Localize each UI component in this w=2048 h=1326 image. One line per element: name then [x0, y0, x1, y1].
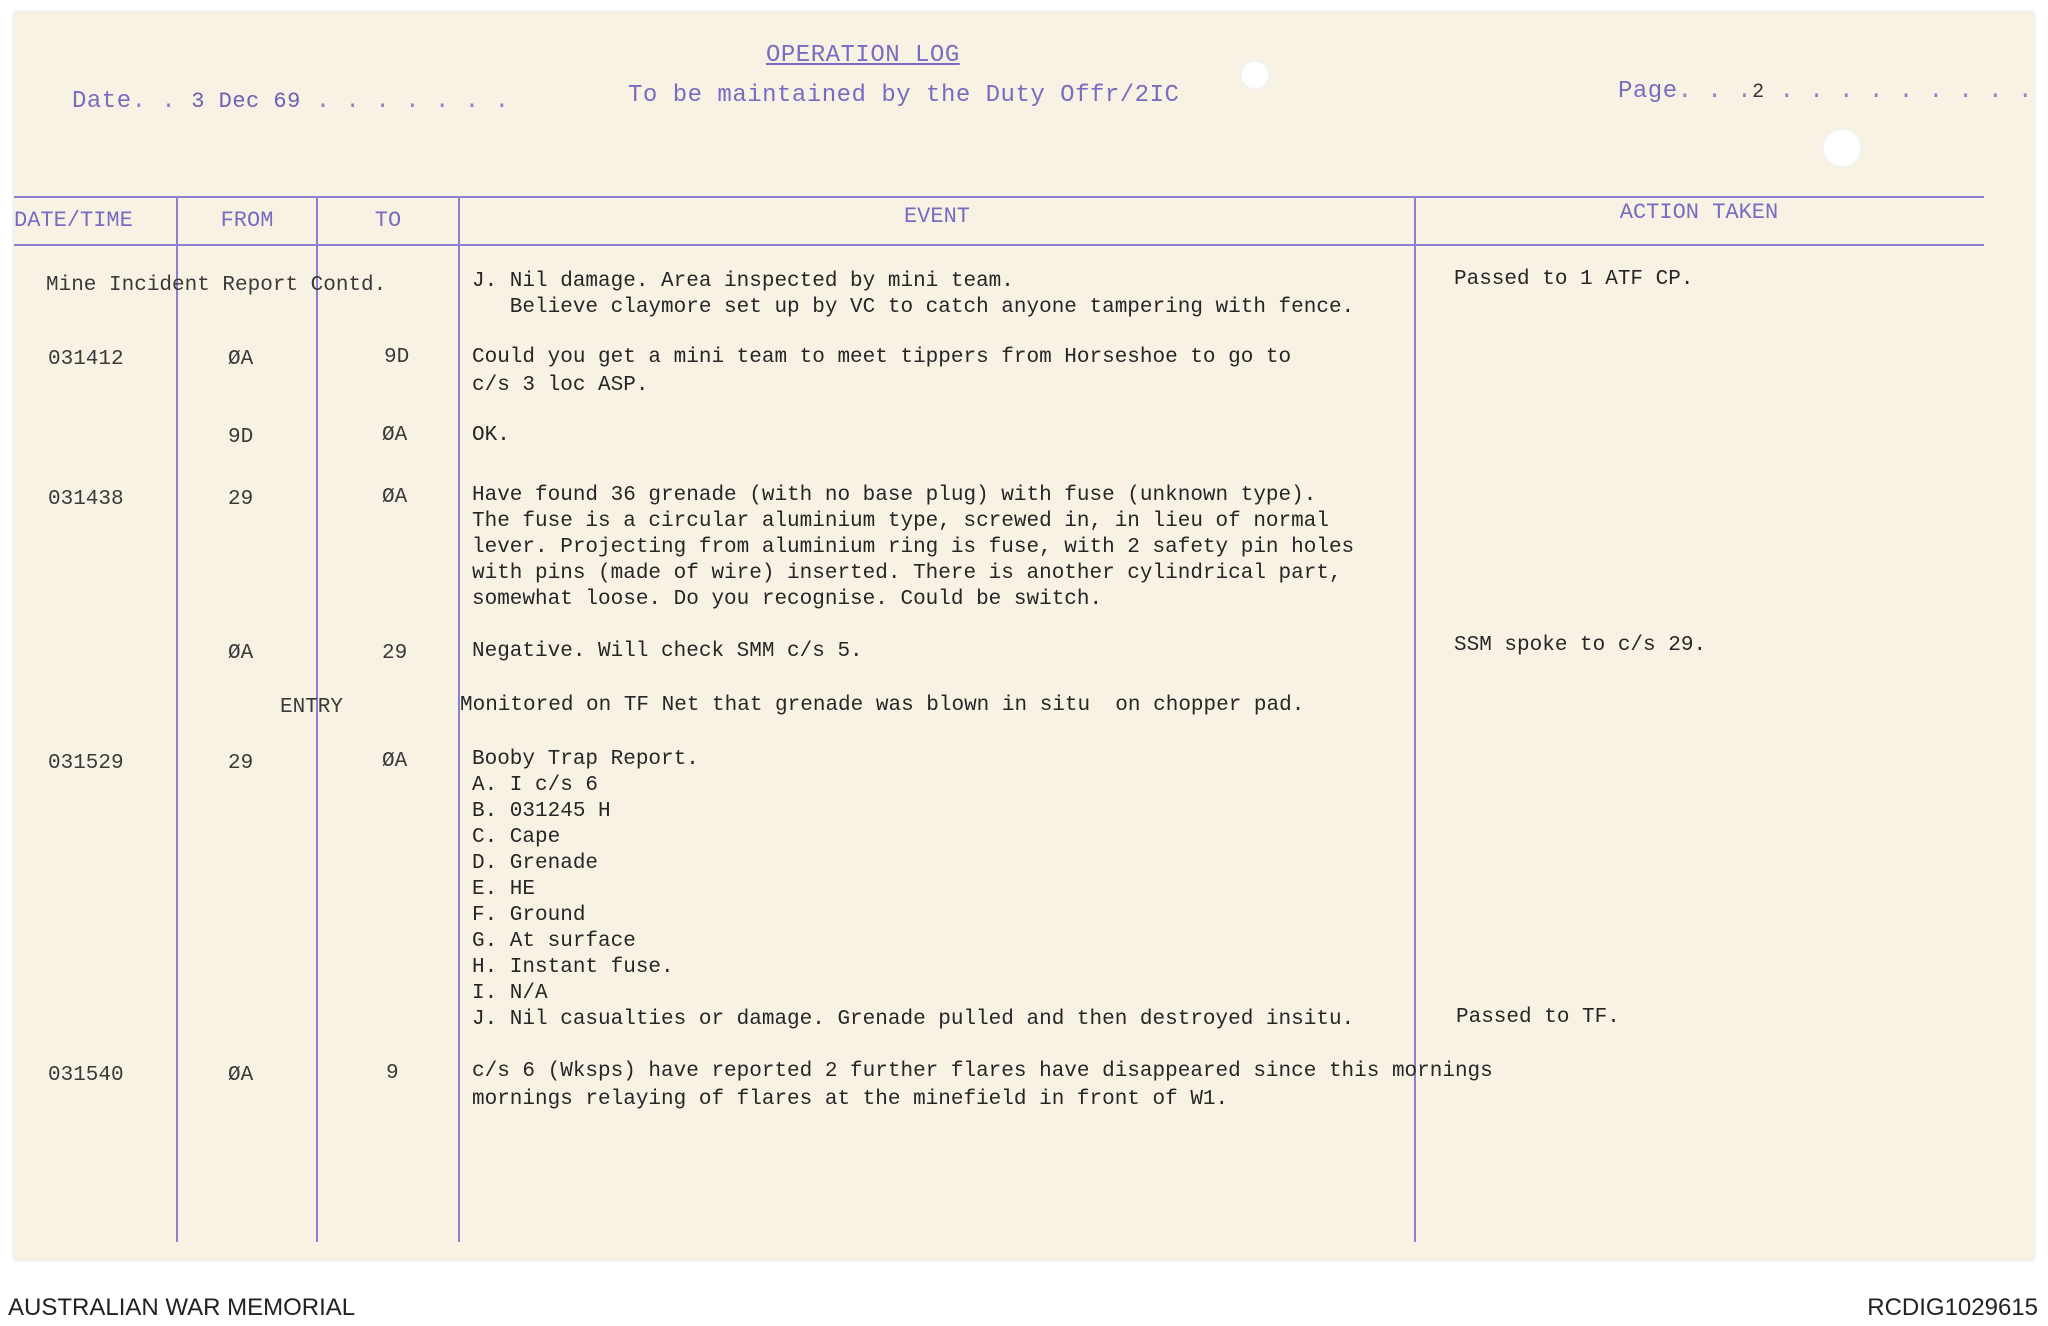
row-from: ØA [228, 642, 254, 665]
row-date-time: Mine Incident Report Contd. [46, 274, 387, 297]
row-event-line: Believe claymore set up by VC to catch anyone tampering with fence. [472, 296, 1355, 319]
footer-record-id: RCDIG1029615 [1867, 1294, 2038, 1321]
page-label: Page [1618, 78, 1678, 105]
col-divider [1414, 196, 1416, 1242]
row-event-line: I. N/A [472, 982, 548, 1005]
row-event-line: C. Cape [472, 826, 561, 849]
footer-archive-name: AUSTRALIAN WAR MEMORIAL [8, 1294, 356, 1321]
row-event-line: E. HE [472, 878, 536, 901]
row-to: 29 [382, 642, 408, 665]
row-event-line: Booby Trap Report. [472, 748, 699, 771]
row-event-line: Negative. Will check SMM c/s 5. [472, 640, 863, 663]
table-top-rule [14, 196, 1984, 198]
row-event-line: with pins (made of wire) inserted. There is another cylindrical part, [472, 562, 1342, 585]
row-date-time: 031529 [48, 752, 124, 775]
row-event-line: c/s 3 loc ASP. [472, 374, 649, 397]
col-header-from: FROM [220, 208, 274, 233]
row-event-line: OK. [472, 424, 510, 447]
row-event-line: A. I c/s 6 [472, 774, 599, 797]
col-divider [316, 196, 318, 1242]
col-divider [458, 196, 460, 1242]
row-date-time: ENTRY [280, 696, 344, 719]
row-event-line: J. Nil casualties or damage. Grenade pulled and then destroyed insitu. [472, 1008, 1355, 1031]
punch-hole [1240, 60, 1270, 90]
row-event-line: H. Instant fuse. [472, 956, 674, 979]
row-event-line: B. 031245 H [472, 800, 611, 823]
row-event-line: F. Ground [472, 904, 586, 927]
col-header-to: TO [374, 208, 402, 233]
row-from: 9D [228, 426, 254, 449]
row-date-time: 031412 [48, 348, 124, 371]
row-date-time: 031540 [48, 1064, 124, 1087]
row-action: Passed to 1 ATF CP. [1454, 268, 1694, 291]
col-header-action: ACTION TAKEN [1619, 200, 1779, 225]
row-to: ØA [382, 750, 408, 773]
page-value: 2 [1752, 81, 1765, 104]
row-event-line: G. At surface [472, 930, 636, 953]
date-field: Date. . 3 Dec 69 . . . . . . . [72, 88, 510, 115]
row-event-line: The fuse is a circular aluminium type, screwed in, in lieu of normal [472, 510, 1329, 533]
row-from: 29 [228, 752, 254, 775]
row-event-line: Could you get a mini team to meet tippers from Horseshoe to go to [472, 346, 1292, 369]
row-from: ØA [228, 348, 254, 371]
log-subtitle: To be maintained by the Duty Offr/2IC [628, 82, 1180, 109]
row-action: SSM spoke to c/s 29. [1454, 634, 1707, 657]
col-header-event: EVENT [903, 204, 970, 229]
row-to: 9D [384, 346, 410, 369]
row-event-line: Monitored on TF Net that grenade was blown in situ on chopper pad. [460, 694, 1305, 717]
row-event-line: lever. Projecting from aluminium ring is fuse, with 2 safety pin holes [472, 536, 1355, 559]
punch-hole [1822, 128, 1862, 168]
row-to: ØA [382, 486, 408, 509]
row-action: Passed to TF. [1456, 1006, 1620, 1029]
col-divider [176, 196, 178, 1242]
log-sheet [14, 12, 2034, 1260]
table-header-rule [14, 244, 1984, 246]
date-value: 3 Dec 69 [191, 89, 301, 114]
row-event-line: J. Nil damage. Area inspected by mini team. [472, 270, 1014, 293]
row-from: 29 [228, 488, 254, 511]
page-field: Page. . .2 . . . . . . . . . [1618, 78, 2033, 105]
log-title: OPERATION LOG [766, 42, 960, 69]
row-event-line: c/s 6 (Wksps) have reported 2 further flares have disappeared since this mornings [472, 1060, 1493, 1083]
row-event-line: mornings relaying of flares at the minefield in front of W1. [472, 1088, 1229, 1111]
row-event-line: D. Grenade [472, 852, 599, 875]
row-event-line: Have found 36 grenade (with no base plug) with fuse (unknown type). [472, 484, 1317, 507]
row-date-time: 031438 [48, 488, 124, 511]
row-from: ØA [228, 1064, 254, 1087]
date-label: Date [72, 88, 132, 115]
col-header-date-time: DATE/TIME [14, 208, 133, 233]
row-to: ØA [382, 424, 408, 447]
row-event-line: somewhat loose. Do you recognise. Could be switch. [472, 588, 1103, 611]
row-to: 9 [386, 1062, 399, 1085]
